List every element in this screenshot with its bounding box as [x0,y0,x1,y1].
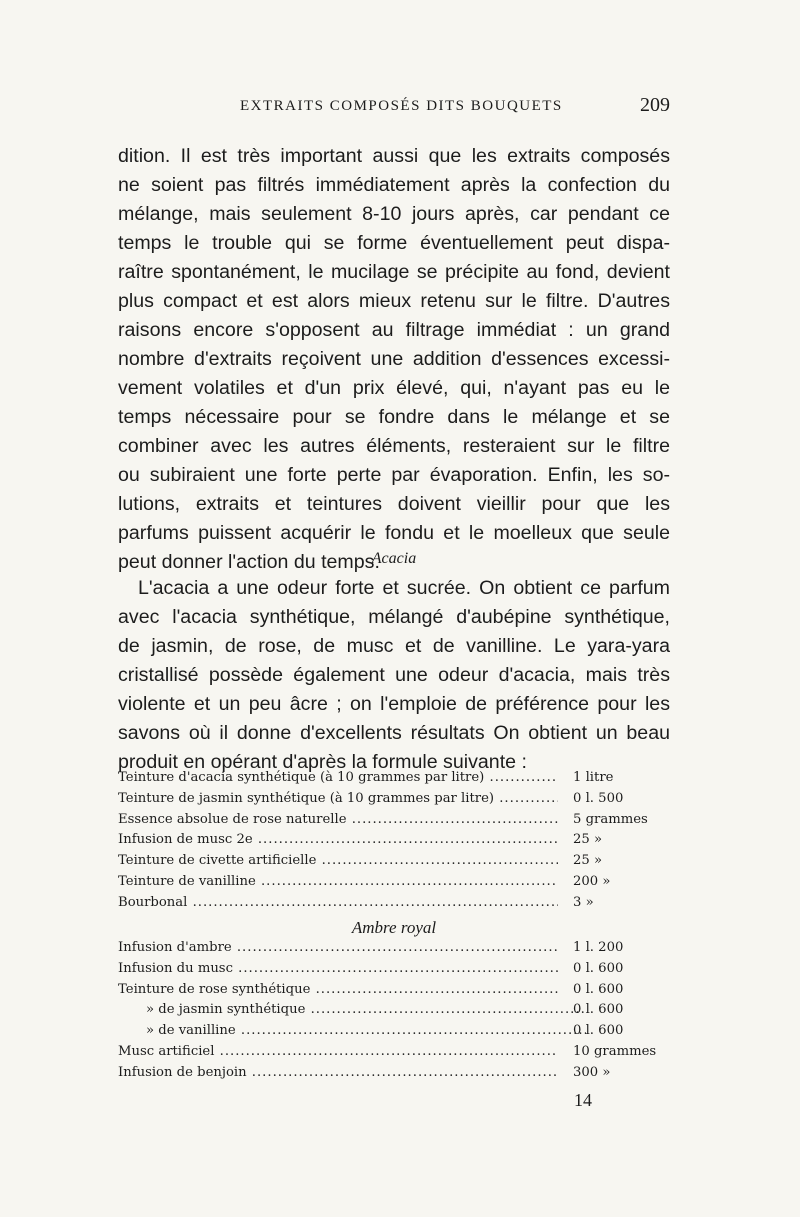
formula-quantity: 0 l. 600 [573,1023,624,1039]
formula-row [118,982,670,1003]
formula-ingredient: Infusion de benjoin ..... [118,1065,558,1080]
formula-row [118,832,670,853]
formula-ingredient: Teinture de civette artificielle ..... [118,853,558,868]
formula-ingredient: Teinture d'acacia synthétique (à 10 grammes par litre) ..... [118,770,558,785]
text-line: dition. Il est très important aussi que les extraits composés [118,145,670,167]
formula-ingredient: Teinture de jasmin synthétique (à 10 grammes par litre) ..... [118,791,558,806]
text-line: L'acacia a une odeur forte et sucrée. On obtient ce parfum [138,577,670,599]
text-line: temps le trouble qui se forme éventuellement peut dispa- [118,232,670,254]
formula-ambre-royal [118,940,670,1086]
text-line: combiner avec les autres éléments, resteraient sur le filtre [118,435,670,457]
formula-ingredient: Essence absolue de rose naturelle ..... [118,812,558,827]
text-line: temps nécessaire pour se fondre dans le mélange et se [118,406,670,428]
text-line: nombre d'extraits reçoivent une addition d'essences excessi- [118,348,670,370]
formula-quantity: 1 litre [573,770,614,785]
text-line: peut donner l'action du temps. [118,551,380,573]
formula-row [118,961,670,982]
formula-quantity: 25 » [573,832,603,848]
formula-ingredient: Teinture de rose synthétique ..... [118,982,558,997]
formula-quantity: 0 l. 600 [573,960,624,976]
formula-ingredient: Teinture de vanilline ..... [118,874,558,889]
page-header [118,94,670,124]
formula-quantity: 0 l. 600 [573,1002,624,1018]
formula-row [118,812,670,833]
text-line: produit en opérant d'après la formule suivante : [118,751,527,773]
formula-row [118,1065,670,1086]
formula-ingredient: Musc artificiel ..... [118,1044,558,1059]
formula-row [118,853,670,874]
formula-ingredient: Bourbonal ..... [118,895,558,910]
formula-quantity: 0 l. 500 [573,790,624,806]
formula-ingredient: » de vanilline ..... [118,1023,586,1038]
running-title: EXTRAITS COMPOSÉS DITS BOUQUETS [240,98,563,114]
formula-row [118,791,670,812]
formula-quantity: 300 » [573,1064,611,1080]
section-heading-acacia: Acacia [371,550,417,567]
formula-quantity: 25 » [573,853,603,869]
formula-quantity: 3 » [573,894,594,910]
formula-row [118,770,670,791]
page-number: 209 [640,94,670,116]
text-line: ou subiraient une forte perte par évaporation. Enfin, les so- [118,464,670,486]
text-line: savons où il donne d'excellents résultats On obtient un beau [118,722,670,744]
paragraph-continuation [118,142,670,577]
formula-ingredient: » de jasmin synthétique ..... [118,1002,586,1017]
text-line: violente et un peu âcre ; on l'emploie de préférence pour les [118,693,670,715]
section-heading-ambre-royal: Ambre royal [351,918,437,937]
formula-quantity: 1 l. 200 [573,940,624,955]
formula-row [118,1002,670,1023]
text-line: raître spontanément, le mucilage se précipite au fond, devient [118,261,670,283]
text-line: lutions, extraits et teintures doivent vieillir pour que les [118,493,670,515]
formula-quantity: 5 grammes [573,811,648,827]
signature-mark: 14 [574,1090,592,1110]
text-line: mélange, mais seulement 8-10 jours après, car pendant ce [118,203,670,225]
formula-quantity: 200 » [573,873,611,889]
paragraph-acacia [118,574,670,777]
text-line: plus compact et est alors mieux retenu sur le filtre. D'autres [118,290,670,312]
text-line: parfums puissent acquérir le fondu et le moelleux que seule [118,522,670,544]
formula-ingredient: Infusion d'ambre ..... [118,940,558,955]
text-line: raisons encore s'opposent au filtrage immédiat : un grand [118,319,670,341]
formula-quantity: 10 grammes [573,1043,657,1059]
formula-quantity: 0 l. 600 [573,981,624,997]
text-line: de jasmin, de rose, de musc et de vanilline. Le yara-yara [118,635,670,657]
text-line: vement volatiles et d'un prix élevé, qui, n'ayant pas eu le [118,377,670,399]
formula-row [118,895,670,916]
formula-row [118,1023,670,1044]
formula-ingredient: Infusion de musc 2e ..... [118,832,558,847]
formula-row [118,874,670,895]
text-line: cristallisé possède également une odeur d'acacia, mais très [118,664,670,686]
text-line: avec l'acacia synthétique, mélangé d'aubépine synthétique, [118,606,670,628]
formula-row [118,1044,670,1065]
formula-acacia [118,770,670,916]
formula-row [118,940,670,961]
text-line: ne soient pas filtrés immédiatement après la confection du [118,174,670,196]
formula-ingredient: Infusion du musc ..... [118,961,558,976]
